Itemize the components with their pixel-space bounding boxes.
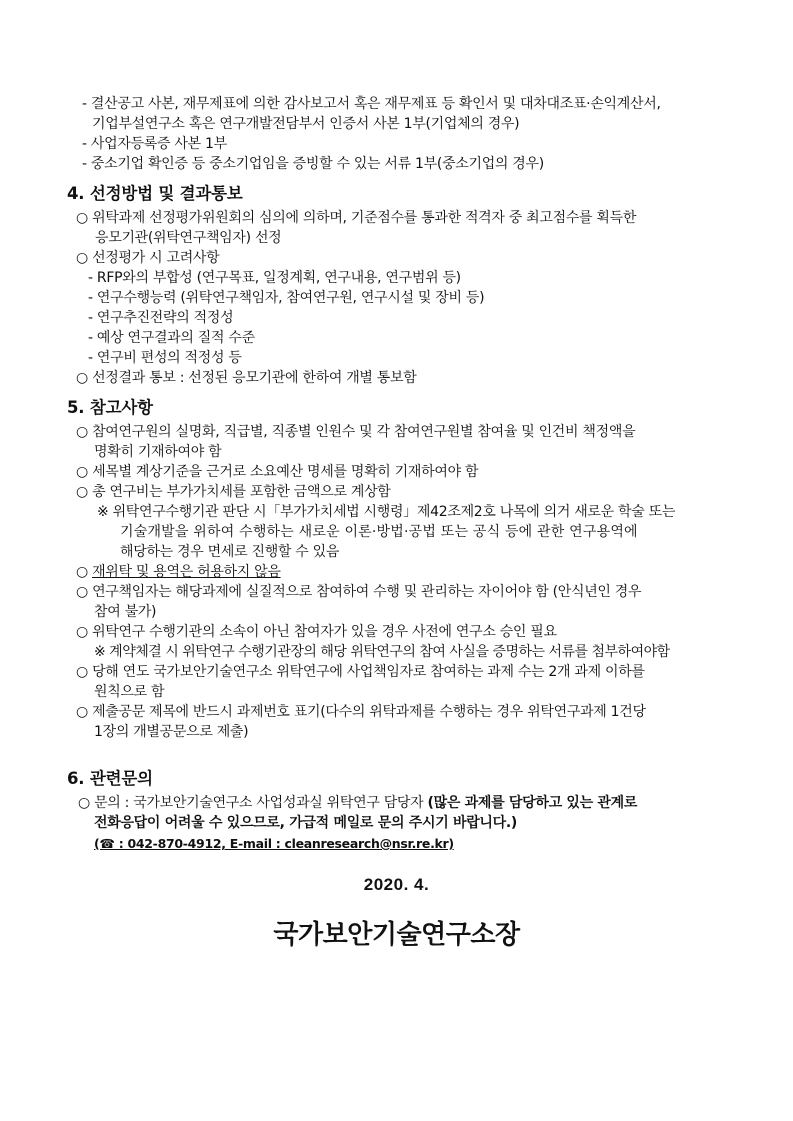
bullet-item: ○ 참여연구원의 실명화, 직급별, 직종별 인원수 및 각 참여연구원별 참여율 및 인건비 책정액을 [76,424,636,440]
bullet-item-continuation: 원칙으로 함 [94,684,165,700]
inquiry-line [78,793,637,813]
bullet-item-continuation: 참여 불가) [94,604,157,620]
list-item: - 사업자등록증 사본 1부 [82,136,227,152]
bullet-item: ○ 선정결과 통보 : 선정된 응모기관에 한하여 개별 통보함 [76,370,417,386]
bullet-item-continuation: 명확히 기재하여야 함 [94,444,222,460]
list-item-continuation: 기업부설연구소 혹은 연구개발전담부서 인증서 사본 1부(기업체의 경우) [92,116,520,132]
bullet-item-continuation: 1장의 개별공문으로 제출) [94,724,249,740]
bullet-item: ○ 세목별 계상기준을 근거로 소요예산 명세를 명확히 기재하여야 함 [76,464,479,480]
bullet-item: ○ 제출공문 제목에 반드시 과제번호 표기(다수의 위탁과제를 수행하는 경우 위탁연구과제 1건당 [76,704,646,720]
sub-item: - 연구비 편성의 적정성 등 [88,350,242,366]
note-item-continuation: 기술개발을 위하여 수행하는 새로운 이론·방법·공법 또는 공식 등에 관한 연구용역에 [120,524,638,540]
sub-item: - 예상 연구결과의 질적 수준 [88,330,255,346]
section-heading-4: 4. 선정방법 및 결과통보 [67,184,243,203]
list-item: - 중소기업 확인증 등 중소기업임을 증빙할 수 있는 서류 1부(중소기업의 경우) [82,156,544,172]
inquiry-note: (많은 과제를 담당하고 있는 관계로 [427,795,638,811]
underlined-text: 재위탁 및 용역은 허용하지 않음 [92,564,281,580]
sub-item: - RFP와의 부합성 (연구목표, 일정계획, 연구내용, 연구범위 등) [88,270,461,286]
section-heading-6: 6. 관련문의 [67,769,153,788]
document-date: 2020. 4. [363,875,430,894]
inquiry-text: ○ 문의 : 국가보안기술연구소 사업성과실 위탁연구 담당자 [78,795,428,811]
sub-item: - 연구수행능력 (위탁연구책임자, 참여연구원, 연구시설 및 장비 등) [88,290,485,306]
issuer-signature: 국가보안기술연구소장 [273,920,520,950]
bullet-item: ○ 위탁연구 수행기관의 소속이 아닌 참여자가 있을 경우 사전에 연구소 승인 필요 [76,624,557,640]
note-item: ※ 위탁연구수행기관 판단 시「부가가치세법 시행령」제42조제2호 나목에 의거 새로운 학술 또는 [97,504,676,520]
bullet-item: ○ 위탁과제 선정평가위원회의 심의에 의하며, 기준점수를 통과한 적격자 중 최고점수를 획득한 [76,210,637,226]
inquiry-note-continuation: 전화응답이 어려울 수 있으므로, 가급적 메일로 문의 주시기 바랍니다.) [94,815,517,831]
bullet-item: ○ 당해 연도 국가보안기술연구소 위탁연구에 사업책임자로 참여하는 과제 수는 2개 과제 이하를 [76,664,645,680]
bullet-item-continuation: 응모기관(위탁연구책임자) 선정 [95,230,282,246]
section-heading-5: 5. 참고사항 [67,398,153,417]
note-item-continuation: 해당하는 경우 면세로 진행할 수 있음 [120,544,340,560]
bullet-item [76,562,281,582]
contact-info: (☎ : 042-870-4912, E-mail : cleanresearch@nsr.re.kr) [94,836,454,851]
bullet-item: ○ 총 연구비는 부가가치세를 포함한 금액으로 계상함 [76,484,391,500]
bullet-item: ○ 연구책임자는 해당과제에 실질적으로 참여하여 수행 및 관리하는 자이어야 함 (안식년인 경우 [76,584,642,600]
note-item: ※ 계약체결 시 위탁연구 수행기관장의 해당 위탁연구의 참여 사실을 증명하는 서류를 첨부하여야함 [94,644,670,660]
bullet-item: ○ 선정평가 시 고려사항 [76,250,220,266]
bullet-marker: ○ [76,564,93,580]
list-item: - 결산공고 사본, 재무제표에 의한 감사보고서 혹은 재무제표 등 확인서 및 대차대조표·손익계산서, [82,96,661,112]
sub-item: - 연구추진전략의 적정성 [88,310,234,326]
